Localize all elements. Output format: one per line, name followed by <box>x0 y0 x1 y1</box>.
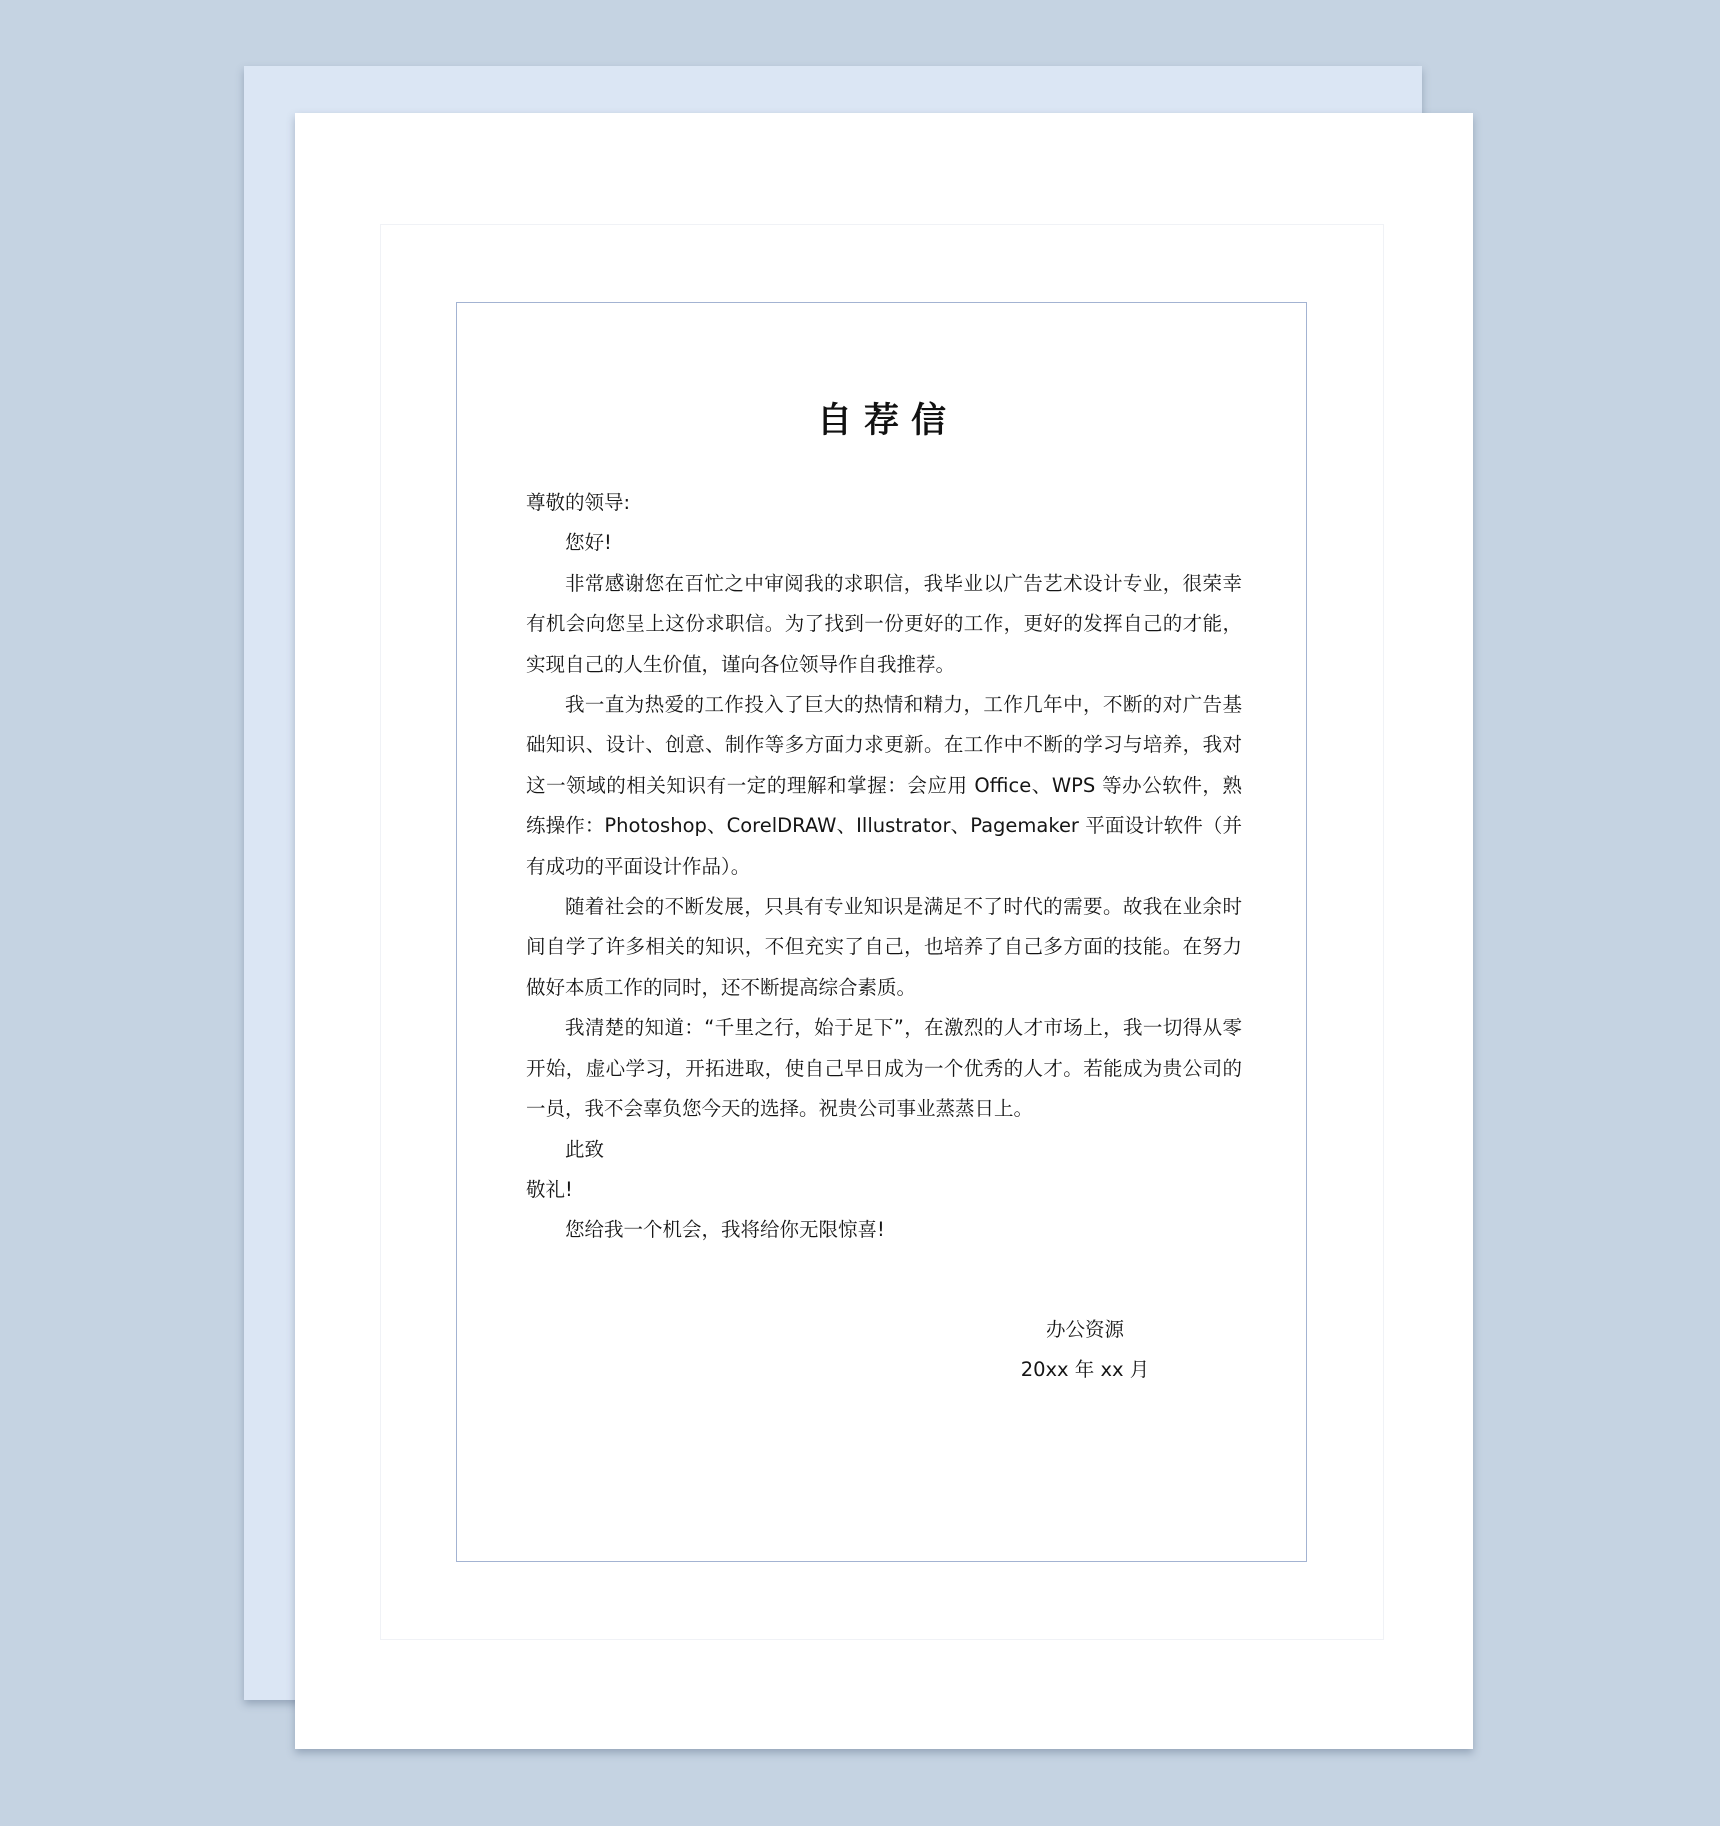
postscript: 您给我一个机会，我将给你无限惊喜! <box>565 1218 885 1242</box>
signature-date: 20xx 年 xx 月 <box>1020 1358 1150 1382</box>
signature-block <box>985 1310 1185 1391</box>
paragraph-2: 我一直为热爱的工作投入了巨大的热情和精力，工作几年中，不断的对广告基础知识、设计、创意、制作等多方面力求更新。在工作中不断的学习与培养，我对这一领域的相关知识有一定的理解和掌握：会应用 Office、WPS 等办公软件，熟练操作：Photoshop、CorelDRAW、Illustrator、Pagemaker 平面设计软件（并有成功的平面设计作品）。 <box>526 693 1242 878</box>
paragraph-1: 非常感谢您在百忙之中审阅我的求职信，我毕业以广告艺术设计专业，很荣幸有机会向您呈上这份求职信。为了找到一份更好的工作，更好的发挥自己的才能，实现自己的人生价值，谨向各位领导作自我推荐。 <box>526 571 1242 676</box>
greeting: 您好! <box>565 531 612 555</box>
paragraph-3: 随着社会的不断发展，只具有专业知识是满足不了时代的需要。故我在业余时间自学了许多相关的知识，不但充实了自己，也培养了自己多方面的技能。在努力做好本质工作的同时，还不断提高综合素质。 <box>526 895 1242 999</box>
front-paper-sheet <box>295 113 1473 1749</box>
letter-body <box>526 483 1242 1251</box>
closing-line-1: 此致 <box>565 1137 605 1161</box>
letter-border-frame <box>456 302 1307 1562</box>
paragraph-4: 我清楚的知道：“千里之行，始于足下”，在激烈的人才市场上，我一切得从零开始，虚心学习，开拓进取，使自己早日成为一个优秀的人才。若能成为贵公司的一员，我不会辜负您今天的选择。祝贵公司事业蒸蒸日上。 <box>526 1016 1242 1121</box>
letter-title: 自荐信 <box>816 401 958 441</box>
signature-name: 办公资源 <box>1045 1318 1124 1341</box>
salutation: 尊敬的领导: <box>526 491 631 514</box>
closing-line-2: 敬礼! <box>526 1177 573 1201</box>
